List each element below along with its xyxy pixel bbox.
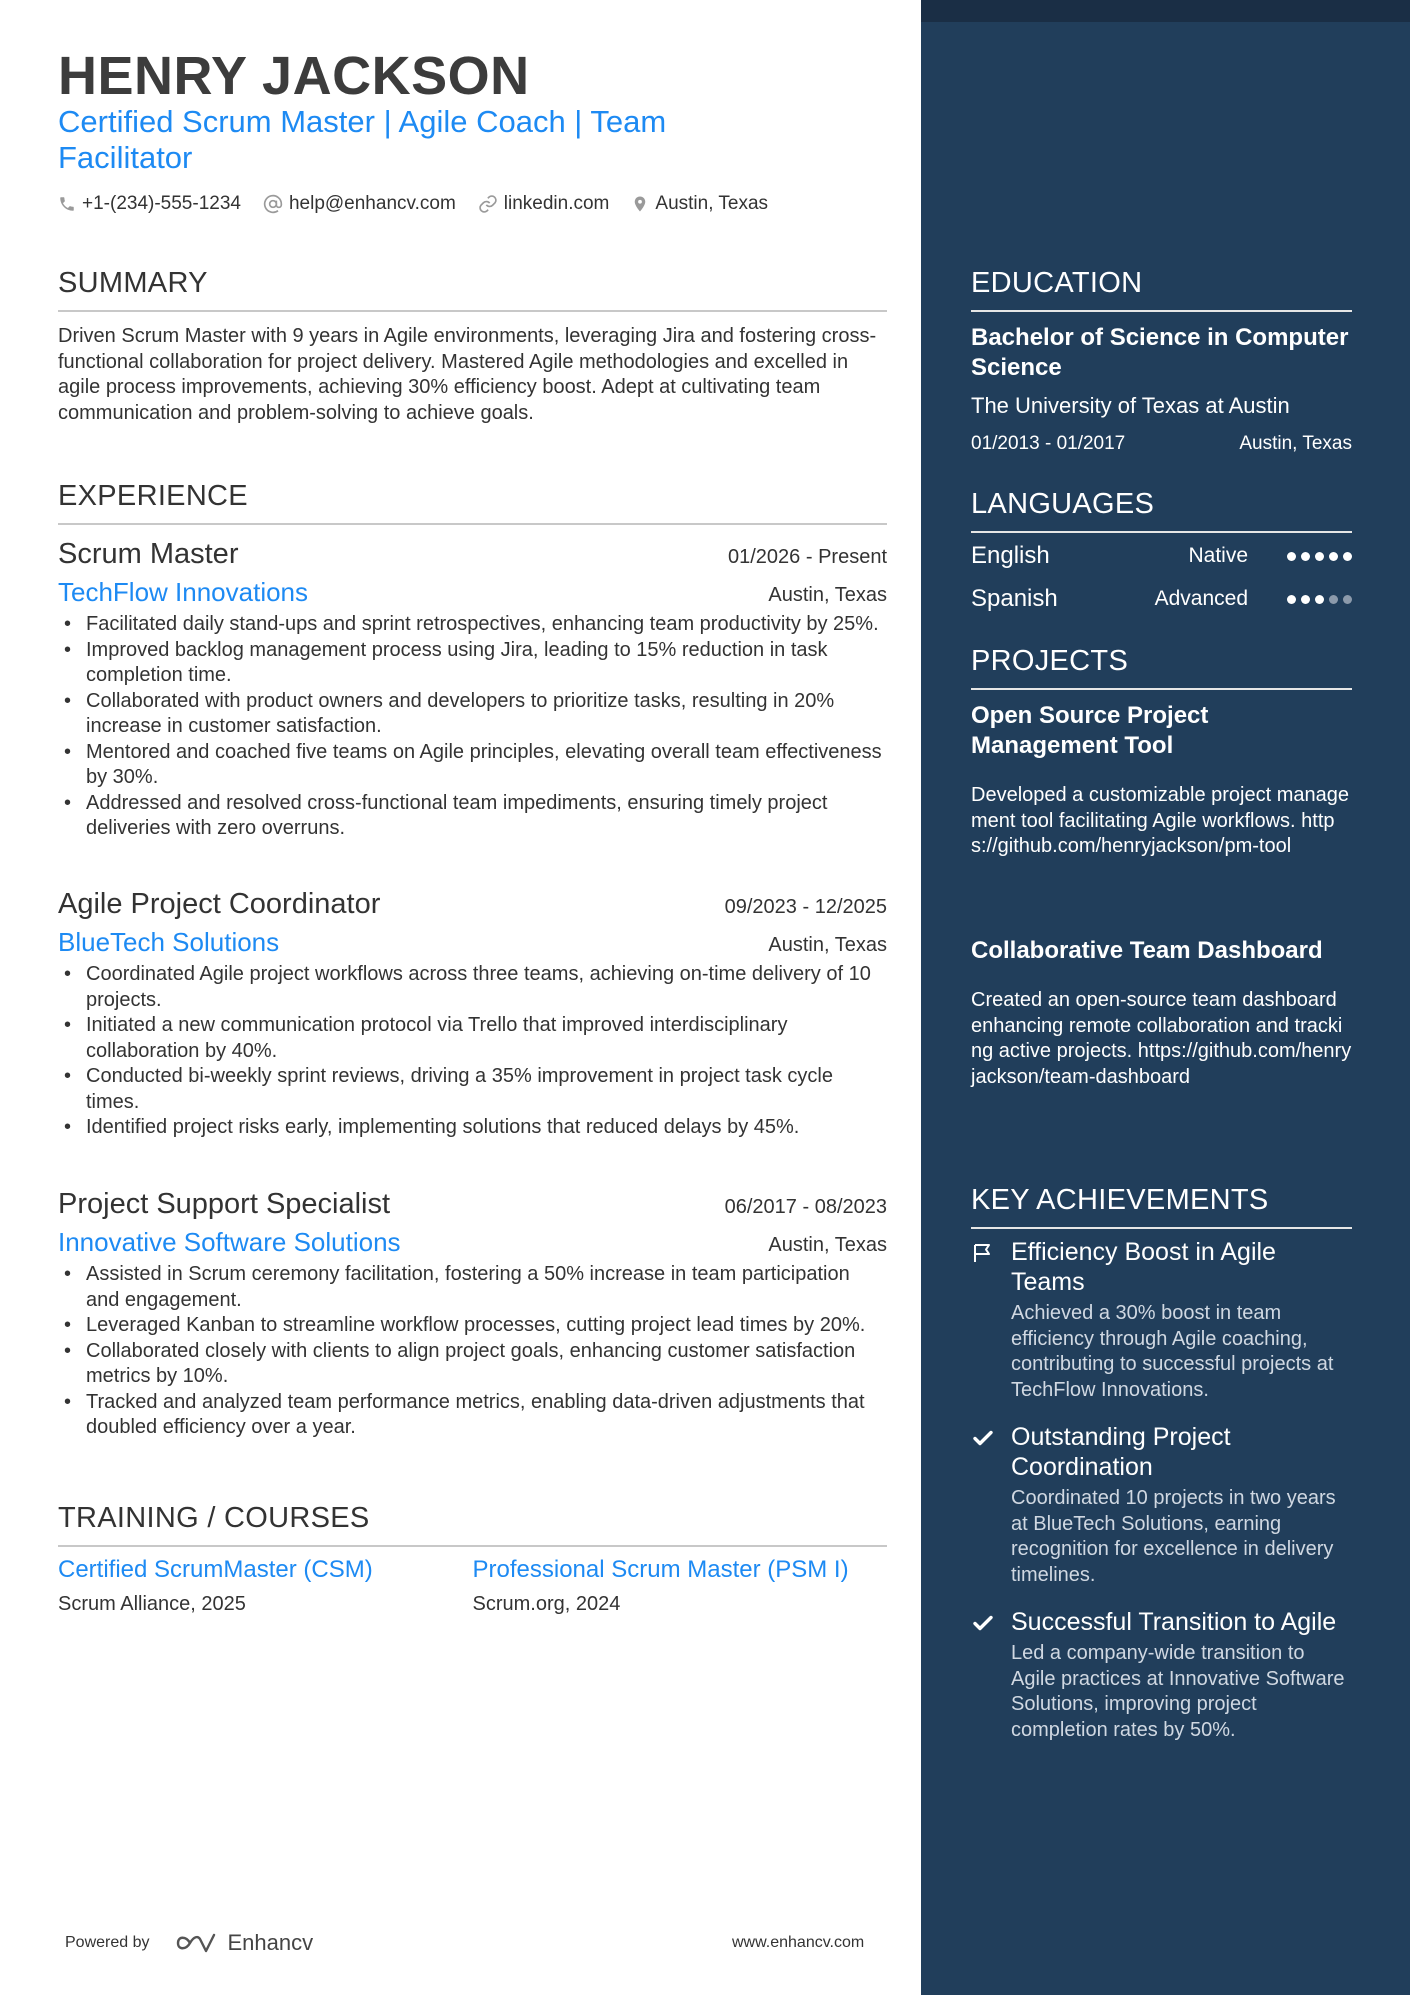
language-row bbox=[971, 542, 1352, 570]
course-provider: Scrum.org, 2024 bbox=[472, 1593, 621, 1615]
dot-filled bbox=[1287, 552, 1296, 561]
job-location: Austin, Texas bbox=[768, 1234, 887, 1256]
flag-icon bbox=[971, 1241, 995, 1265]
check-icon bbox=[971, 1426, 995, 1450]
linkedin-text: linkedin.com bbox=[503, 193, 610, 214]
job-dates: 09/2023 - 12/2025 bbox=[724, 896, 887, 918]
languages-heading: LANGUAGES bbox=[971, 487, 1352, 533]
job-title: Project Support Specialist bbox=[58, 1188, 391, 1220]
bullet-item: • Conducted bi-weekly sprint reviews, driving a 35% improvement in project task cycle times. bbox=[58, 1064, 887, 1115]
project-entry bbox=[971, 701, 1352, 860]
contact-location bbox=[631, 193, 768, 215]
summary-text: Driven Scrum Master with 9 years in Agile environments, leveraging Jira and fostering cross-functional collaboration for project delivery. Mastered Agile methodologies and excelled in agile process improvements, achieving 30% efficiency boost. Adept at cultivating team communication and problem-solving to achieve goals. bbox=[58, 325, 877, 424]
dot-filled bbox=[1343, 552, 1352, 561]
achievement-item bbox=[971, 1237, 1352, 1403]
proficiency-dots bbox=[1282, 595, 1352, 604]
email-text: help@enhancv.com bbox=[288, 193, 456, 214]
language-row bbox=[971, 585, 1352, 613]
education-dates: 01/2013 - 01/2017 bbox=[971, 433, 1126, 454]
experience-heading: EXPERIENCE bbox=[58, 479, 887, 525]
bullet-item: • Mentored and coached five teams on Agile principles, elevating overall team effectiveness by 30%. bbox=[58, 740, 887, 791]
headline: Certified Scrum Master | Agile Coach | Team Facilitator bbox=[58, 104, 667, 175]
check-icon bbox=[971, 1611, 995, 1635]
achievement-title: Outstanding Project Coordination bbox=[1011, 1423, 1231, 1481]
bullet-item: • Addressed and resolved cross-functional team impediments, ensuring timely project deliveries with zero overruns. bbox=[58, 791, 887, 842]
project-desc-text: Created an open-source team dashboard enhancing remote collaboration and tracking active projects. bbox=[971, 989, 1343, 1062]
language-level: Native bbox=[1188, 544, 1248, 567]
achievement-description: Achieved a 30% boost in team efficiency through Agile coaching, contributing to successful projects at TechFlow Innovations. bbox=[1011, 1302, 1334, 1401]
contact-linkedin[interactable] bbox=[478, 193, 610, 215]
achievement-item bbox=[971, 1607, 1352, 1743]
company-name: BlueTech Solutions bbox=[58, 927, 280, 957]
sidebar bbox=[921, 0, 1410, 1995]
achievement-description: Led a company-wide transition to Agile practices at Innovative Software Solutions, improving project completion rates by 50%. bbox=[1011, 1642, 1345, 1741]
link-icon bbox=[478, 194, 498, 214]
degree: Bachelor of Science in Computer Science bbox=[971, 324, 1349, 381]
courses-list bbox=[58, 1555, 887, 1616]
project-title: Open Source Project Management Tool bbox=[971, 702, 1209, 759]
enhancv-logo-icon bbox=[176, 1931, 224, 1955]
dot-filled bbox=[1315, 595, 1324, 604]
bullet-item: • Coordinated Agile project workflows across three teams, achieving on-time delivery of 10 projects. bbox=[58, 962, 887, 1013]
course-item bbox=[473, 1555, 888, 1616]
job-dates: 06/2017 - 08/2023 bbox=[724, 1196, 887, 1218]
project-description bbox=[971, 988, 1352, 1090]
bullet-item: • Tracked and analyzed team performance metrics, enabling data-driven adjustments that doubled efficiency over a year. bbox=[58, 1390, 887, 1441]
job-entry bbox=[58, 536, 887, 842]
summary-heading: SUMMARY bbox=[58, 266, 887, 312]
company-name: Innovative Software Solutions bbox=[58, 1227, 401, 1257]
language-level: Advanced bbox=[1154, 587, 1248, 610]
course-provider: Scrum Alliance, 2025 bbox=[58, 1593, 246, 1615]
dot-filled bbox=[1301, 595, 1310, 604]
education-heading: EDUCATION bbox=[971, 266, 1352, 312]
job-title: Scrum Master bbox=[58, 538, 239, 570]
projects-heading: PROJECTS bbox=[971, 644, 1352, 690]
dot-filled bbox=[1287, 595, 1296, 604]
at-icon bbox=[263, 194, 283, 214]
phone-text: +1-(234)-555-1234 bbox=[82, 193, 241, 214]
candidate-name: HENRY JACKSON bbox=[58, 46, 530, 106]
achievement-description: Coordinated 10 projects in two years at BlueTech Solutions, earning recognition for excellence in delivery timelines. bbox=[1011, 1487, 1336, 1586]
project-url[interactable]: https://github.com/henryjackson/team-dashboard bbox=[971, 1040, 1352, 1088]
contact-phone[interactable] bbox=[58, 193, 241, 215]
dot-filled bbox=[1315, 552, 1324, 561]
language-name: Spanish bbox=[971, 585, 1058, 612]
brand-name: Enhancv bbox=[227, 1930, 314, 1955]
education-entry bbox=[971, 323, 1352, 455]
course-title: Certified ScrumMaster (CSM) bbox=[58, 1556, 373, 1583]
job-dates: 01/2026 - Present bbox=[728, 546, 887, 568]
project-title: Collaborative Team Dashboard bbox=[971, 937, 1323, 964]
job-location: Austin, Texas bbox=[768, 934, 887, 956]
footer-brand bbox=[65, 1930, 313, 1956]
job-bullets bbox=[58, 962, 887, 1141]
dot-filled bbox=[1329, 552, 1338, 561]
bullet-item: • Leveraged Kanban to streamline workflow processes, cutting project lead times by 20%. bbox=[58, 1313, 887, 1339]
course-title: Professional Scrum Master (PSM I) bbox=[472, 1556, 849, 1583]
project-url[interactable]: https://github.com/henryjackson/pm-tool bbox=[971, 809, 1335, 857]
sidebar-top-bar bbox=[921, 0, 1410, 22]
bullet-item: • Facilitated daily stand-ups and sprint retrospectives, enhancing team productivity by 25%. bbox=[58, 612, 887, 638]
course-item bbox=[58, 1555, 473, 1616]
company-name: TechFlow Innovations bbox=[58, 577, 309, 607]
bullet-item: • Collaborated with product owners and developers to prioritize tasks, resulting in 20% increase in customer satisfaction. bbox=[58, 689, 887, 740]
achievement-title: Efficiency Boost in Agile Teams bbox=[1011, 1238, 1276, 1296]
job-title: Agile Project Coordinator bbox=[58, 888, 381, 920]
dot-empty bbox=[1343, 595, 1352, 604]
achievement-item bbox=[971, 1422, 1352, 1588]
contact-email[interactable] bbox=[263, 193, 456, 215]
job-bullets bbox=[58, 612, 887, 842]
dot-filled bbox=[1301, 552, 1310, 561]
proficiency-dots bbox=[1282, 552, 1352, 561]
phone-icon bbox=[58, 195, 76, 213]
education-location: Austin, Texas bbox=[1239, 433, 1352, 454]
training-heading: TRAINING / COURSES bbox=[58, 1501, 887, 1547]
job-entry bbox=[58, 886, 887, 1141]
bullet-item: • Improved backlog management process using Jira, leading to 15% reduction in task completion time. bbox=[58, 638, 887, 689]
bullet-item: • Identified project risks early, implementing solutions that reduced delays by 45%. bbox=[58, 1115, 887, 1141]
school: The University of Texas at Austin bbox=[971, 393, 1290, 418]
location-pin-icon bbox=[631, 194, 649, 214]
location-text: Austin, Texas bbox=[655, 193, 769, 214]
project-description bbox=[971, 783, 1352, 860]
footer-website[interactable]: www.enhancv.com bbox=[732, 1934, 865, 1951]
powered-by-label: Powered by bbox=[65, 1934, 150, 1951]
bullet-item: • Initiated a new communication protocol via Trello that improved interdisciplinary collaboration by 40%. bbox=[58, 1013, 887, 1064]
achievements-heading: KEY ACHIEVEMENTS bbox=[971, 1183, 1352, 1229]
job-location: Austin, Texas bbox=[768, 584, 887, 606]
job-entry bbox=[58, 1186, 887, 1441]
project-desc-text: Developed a customizable project management tool facilitating Agile workflows. bbox=[971, 784, 1349, 832]
bullet-item: • Assisted in Scrum ceremony facilitation, fostering a 50% increase in team participation and engagement. bbox=[58, 1262, 887, 1313]
enhancv-logo[interactable] bbox=[176, 1930, 314, 1956]
language-name: English bbox=[971, 542, 1050, 569]
job-bullets bbox=[58, 1262, 887, 1441]
achievement-title: Successful Transition to Agile bbox=[1011, 1608, 1337, 1636]
project-entry bbox=[971, 936, 1352, 1090]
contact-bar bbox=[58, 193, 790, 215]
dot-empty bbox=[1329, 595, 1338, 604]
bullet-item: • Collaborated closely with clients to align project goals, enhancing customer satisfaction metrics by 10%. bbox=[58, 1339, 887, 1390]
